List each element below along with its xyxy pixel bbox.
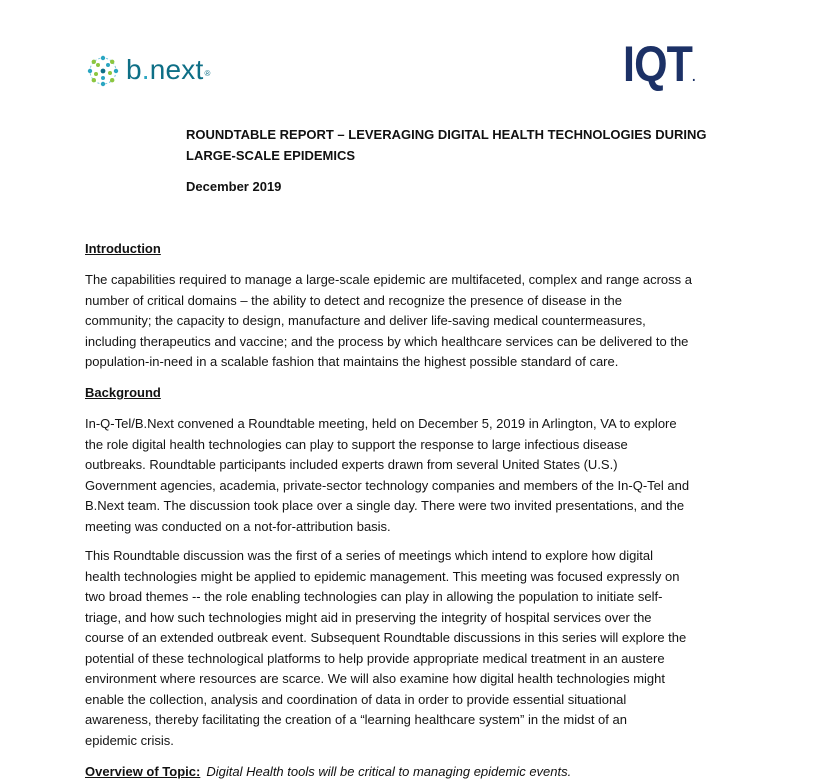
report-title-line-2: LARGE-SCALE EPIDEMICS (186, 148, 356, 163)
paragraph-line: including therapeutics and vaccine; and the process by which healthcare services can be delivered to the (85, 333, 689, 349)
paragraph-line: health technologies might be applied to epidemic management. This meeting was focused expressly on (85, 568, 680, 584)
report-title-line-1: ROUNDTABLE REPORT – LEVERAGING DIGITAL HEALTH TECHNOLOGIES DURING (186, 127, 707, 142)
paragraph-line: course of an extended outbreak event. Subsequent Roundtable discussions in this series will explore the (85, 630, 687, 645)
paragraph-line: This Roundtable discussion was the first of a series of meetings which intend to explore how digital (85, 548, 653, 563)
introduction-paragraph (85, 270, 747, 373)
introduction-heading: Introduction (85, 241, 161, 256)
paragraph-line: B.Next team. The discussion took place over a single day. There were two invited presentations, and the (85, 498, 685, 513)
registered-mark: ® (204, 69, 211, 78)
paragraph-line: community; the capacity to design, manufacture and deliver life-saving medical countermeasures, (85, 313, 646, 328)
paragraph-line: environment where resources are scarce. We will also examine how digital health technologies might (85, 671, 665, 686)
paragraph-line: The capabilities required to manage a large-scale epidemic are multifaceted, complex and range across a (85, 272, 692, 287)
paragraph-line: enable the collection, analysis and coordination of data in order to provide essential situational (85, 691, 627, 707)
paragraph-line: the role digital health technologies can play to support the response to large infectious disease (85, 436, 628, 452)
bnext-wordmark-rest: next (149, 54, 204, 85)
overview-label: Overview of Topic: (85, 764, 201, 779)
bnext-wordmark-dot: . (141, 54, 150, 85)
paragraph-line: In-Q-Tel/B.Next convened a Roundtable meeting, held on December 5, 2019 in Arlington, VA to explore (85, 416, 677, 431)
paragraph-line: Government agencies, academia, private-sector technology companies and members of the In-Q-Tel and (85, 477, 690, 493)
background-heading: Background (85, 385, 161, 400)
report-title (186, 124, 746, 166)
paragraph-line: awareness, thereby facilitating the creation of a “learning healthcare system” in the midst of an (85, 712, 627, 727)
background-paragraph-2 (85, 546, 747, 751)
paragraph-line: two broad themes -- the role enabling technologies can play in allowing the population to initiate self- (85, 589, 663, 604)
bnext-logo (86, 54, 211, 88)
bnext-wordmark-main: b (126, 54, 142, 85)
paragraph-line: number of critical domains – the ability to detect and recognize the presence of disease in the (85, 292, 622, 308)
background-paragraph-1 (85, 414, 747, 537)
overview-of-topic (85, 762, 571, 782)
iqt-wordmark: IQT (623, 36, 693, 92)
iqt-wordmark-dot: . (692, 68, 696, 84)
bnext-molecule-icon (86, 54, 120, 88)
overview-text: Digital Health tools will be critical to managing epidemic events. (206, 764, 572, 779)
iqt-logo (623, 36, 695, 104)
paragraph-line: epidemic crisis. (85, 732, 174, 748)
paragraph-line: population-in-need in a scalable fashion that maintains the highest possible standard of care. (85, 354, 619, 369)
bnext-wordmark (126, 53, 211, 87)
report-date: December 2019 (186, 179, 282, 194)
paragraph-line: meeting was conducted on a not-for-attribution basis. (85, 518, 391, 534)
paragraph-line: triage, and how such technologies might aid in preserving the integrity of hospital services over the (85, 609, 652, 625)
paragraph-line: outbreaks. Roundtable participants included experts drawn from several United States (U.S.) (85, 457, 618, 472)
paragraph-line: potential of these technological platforms to help provide appropriate medical treatment in an austere (85, 650, 665, 666)
